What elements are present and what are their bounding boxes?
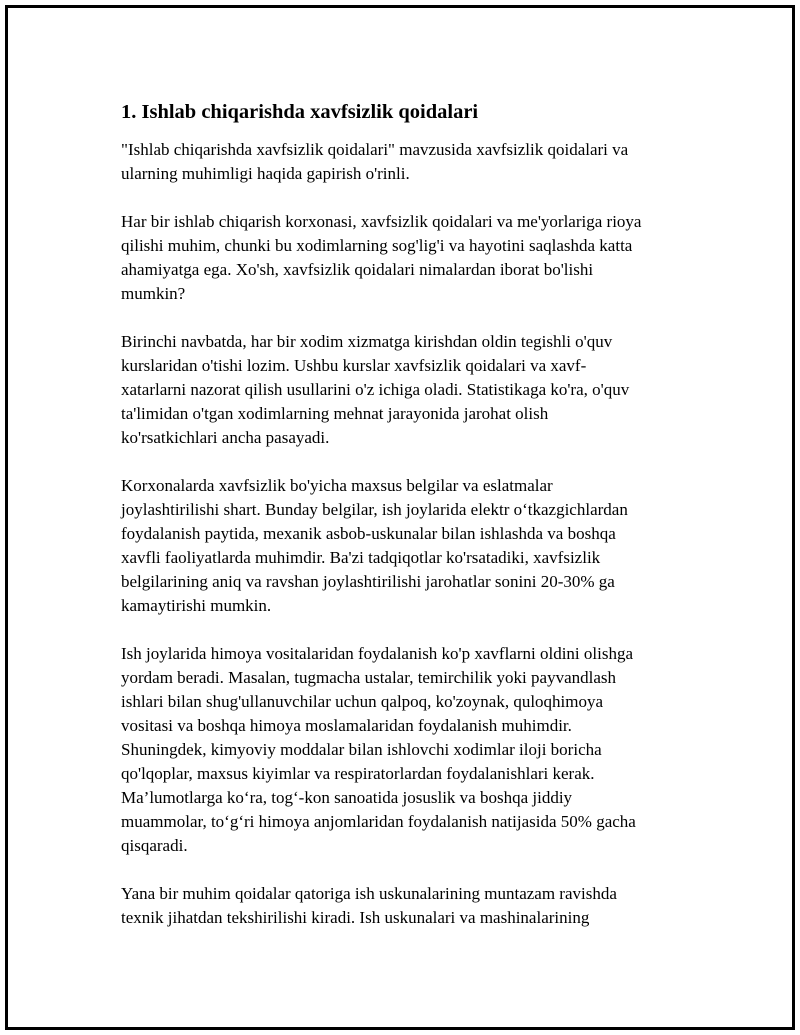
paragraph-3	[121, 330, 701, 450]
text-line: ularning muhimligi haqida gapirish o'rinli.	[121, 164, 410, 183]
text-line: mumkin?	[121, 284, 186, 303]
text-line: kamaytirishi mumkin.	[121, 596, 272, 615]
text-line: Ma’lumotlarga ko‘ra, tog‘-kon sanoatida josuslik va boshqa jiddiy	[121, 788, 573, 807]
text-line: foydalanish paytida, mexanik asbob-uskunalar bilan ishlashda va boshqa	[121, 524, 616, 543]
text-line: Shuningdek, kimyoviy moddalar bilan ishlovchi xodimlar iloji boricha	[121, 740, 602, 759]
text-line: texnik jihatdan tekshirilishi kiradi. Ish uskunalari va mashinalarining	[121, 908, 590, 927]
text-line: Har bir ishlab chiqarish korxonasi, xavfsizlik qoidalari va me'yorlariga rioya	[121, 212, 642, 231]
text-line: ko'rsatkichlari ancha pasayadi.	[121, 428, 330, 447]
page-frame	[5, 5, 795, 1030]
text-line: ishlari bilan shug'ullanuvchilar uchun qalpoq, ko'zoynak, quloqhimoya	[121, 692, 604, 711]
paragraph-6	[121, 882, 701, 930]
text-line: Yana bir muhim qoidalar qatoriga ish uskunalarining muntazam ravishda	[121, 884, 617, 903]
text-line: yordam beradi. Masalan, tugmacha ustalar, temirchilik yoki payvandlash	[121, 668, 617, 687]
text-line: vositasi va boshqa himoya moslamalaridan foydalanish muhimdir.	[121, 716, 572, 735]
text-line: qilishi muhim, chunki bu xodimlarning sog'lig'i va hayotini saqlashda katta	[121, 236, 633, 255]
paragraph-2	[121, 210, 701, 306]
text-line: joylashtirilishi shart. Bunday belgilar, ish joylarida elektr o‘tkazgichlardan	[121, 500, 628, 519]
text-line: belgilarining aniq va ravshan joylashtirilishi jarohatlar sonini 20-30% ga	[121, 572, 615, 591]
text-line: "Ishlab chiqarishda xavfsizlik qoidalari" mavzusida xavfsizlik qoidalari va	[121, 140, 629, 159]
text-line: xavfli faoliyatlarda muhimdir. Ba'zi tadqiqotlar ko'rsatadiki, xavfsizlik	[121, 548, 601, 567]
paragraph-5	[121, 642, 701, 858]
text-line: Birinchi navbatda, har bir xodim xizmatga kirishdan oldin tegishli o'quv	[121, 332, 613, 351]
text-line: ta'limidan o'tgan xodimlarning mehnat jarayonida jarohat olish	[121, 404, 549, 423]
text-line: Ish joylarida himoya vositalaridan foydalanish ko'p xavflarni oldini olishga	[121, 644, 634, 663]
text-line: kurslaridan o'tishi lozim. Ushbu kurslar xavfsizlik qoidalari va xavf-	[121, 356, 587, 375]
paragraph-4	[121, 474, 701, 618]
text-line: ahamiyatga ega. Xo'sh, xavfsizlik qoidalari nimalardan iborat bo'lishi	[121, 260, 594, 279]
text-line: muammolar, to‘g‘ri himoya anjomlaridan foydalanish natijasida 50% gacha	[121, 812, 636, 831]
text-line: xatarlarni nazorat qilish usullarini o'z ichiga oladi. Statistikaga ko'ra, o'quv	[121, 380, 630, 399]
text-line: qisqaradi.	[121, 836, 188, 855]
text-line: Korxonalarda xavfsizlik bo'yicha maxsus belgilar va eslatmalar	[121, 476, 553, 495]
page-title: 1. Ishlab chiqarishda xavfsizlik qoidalari	[121, 101, 479, 123]
text-line: qo'lqoplar, maxsus kiyimlar va respiratorlardan foydalanishlari kerak.	[121, 764, 595, 783]
paragraph-1	[121, 138, 701, 186]
document-body	[121, 98, 701, 954]
